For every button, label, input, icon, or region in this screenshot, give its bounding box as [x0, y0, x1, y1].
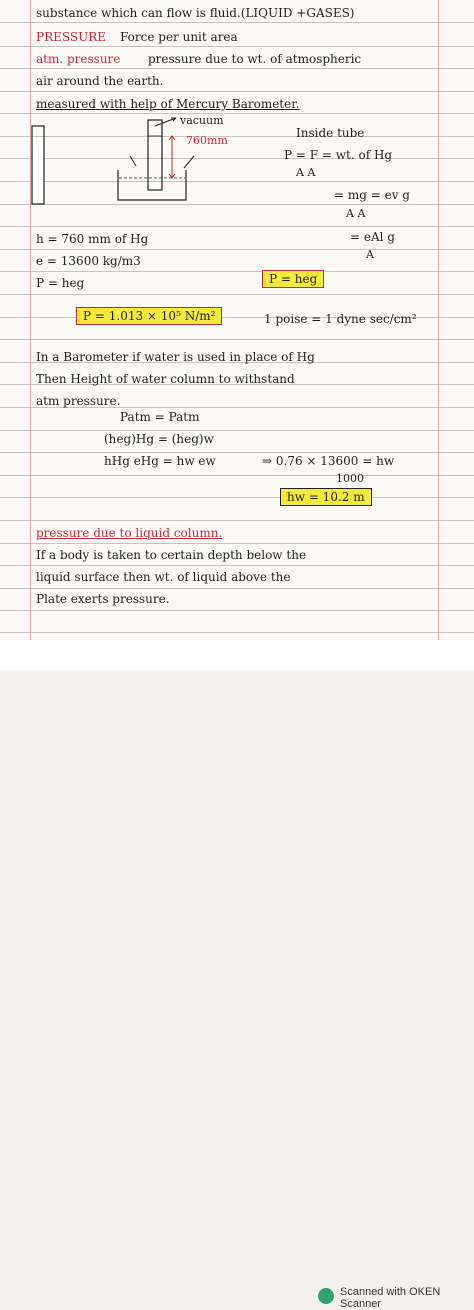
pressure-definition: Force per unit area [120, 30, 238, 44]
atm-pressure-text: pressure due to wt. of atmospheric [148, 52, 362, 66]
rule-line [0, 610, 474, 611]
equation-2: = mg = ev g [334, 188, 410, 202]
solution-denominator: 1000 [336, 472, 364, 485]
inside-tube-label: Inside tube [296, 126, 365, 140]
density-value: e = 13600 kg/m3 [36, 254, 141, 268]
rule-line [0, 271, 474, 272]
rule-line [0, 339, 474, 340]
liquid-line-1: If a body is taken to certain depth below the [36, 548, 307, 562]
liquid-line-3: Plate exerts pressure. [36, 592, 170, 606]
height-760-label: 760mm [186, 134, 228, 147]
rule-line [0, 543, 474, 544]
rule-line [0, 91, 474, 92]
left-margin-line [30, 0, 31, 640]
solution-line-1: Patm = Patm [120, 410, 200, 424]
scanner-logo-icon [318, 1288, 334, 1304]
equation-3-denominator: A [366, 248, 374, 261]
atm-pressure-term: atm. pressure [36, 52, 121, 66]
question-line-1: In a Barometer if water is used in place of Hg [36, 350, 315, 364]
solution-line-2: (heg)Hg = (heg)w [104, 432, 214, 446]
rule-line [0, 632, 474, 633]
poise-definition: 1 poise = 1 dyne sec/cm² [264, 312, 417, 326]
note-line-5: measured with help of Mercury Barometer. [36, 97, 300, 111]
rule-line [0, 588, 474, 589]
atm-pressure-value-box: P = 1.013 × 10⁵ N/m² [76, 307, 222, 325]
note-line-1: substance which can flow is fluid.(LIQUID +GASES) [36, 6, 355, 20]
right-margin-line [438, 0, 439, 640]
rule-line [0, 68, 474, 69]
pressure-heading: PRESSURE [36, 30, 107, 44]
height-value: h = 760 mm of Hg [36, 232, 149, 246]
liquid-line-2: liquid surface then wt. of liquid above the [36, 570, 291, 584]
scanner-watermark-text: Scanned with OKEN Scanner [340, 1286, 441, 1310]
equation-3: = eAl g [350, 230, 395, 244]
equation-1-denominator: A A [296, 166, 316, 179]
rule-line [0, 22, 474, 23]
rule-line [0, 249, 474, 250]
water-column-result-box: hw = 10.2 m [280, 488, 372, 506]
vacuum-label: vacuum [180, 114, 224, 127]
rule-line [0, 475, 474, 476]
rule-line [0, 565, 474, 566]
pressure-boxed-equation: P = heg [262, 270, 324, 288]
solution-line-3: hHg eHg = hw ew [104, 454, 216, 468]
rule-line [0, 520, 474, 521]
rule-line [0, 226, 474, 227]
barometer-diagram [26, 112, 276, 207]
equation-2-denominator: A A [346, 207, 366, 220]
scanner-footer [0, 640, 474, 1310]
liquid-column-heading: pressure due to liquid column. [36, 526, 223, 540]
rule-line [0, 294, 474, 295]
rule-line [0, 46, 474, 47]
rule-line [0, 430, 474, 431]
solution-line-3-result: ⇒ 0.76 × 13600 = hw [262, 454, 395, 468]
question-line-2: Then Height of water column to withstand [36, 372, 295, 386]
rule-line [0, 452, 474, 453]
pressure-equation: P = heg [36, 276, 85, 290]
note-line-4: air around the earth. [36, 74, 164, 88]
equation-1: P = F = wt. of Hg [284, 148, 393, 162]
question-line-3: atm pressure. [36, 394, 121, 408]
rule-line [0, 497, 474, 498]
